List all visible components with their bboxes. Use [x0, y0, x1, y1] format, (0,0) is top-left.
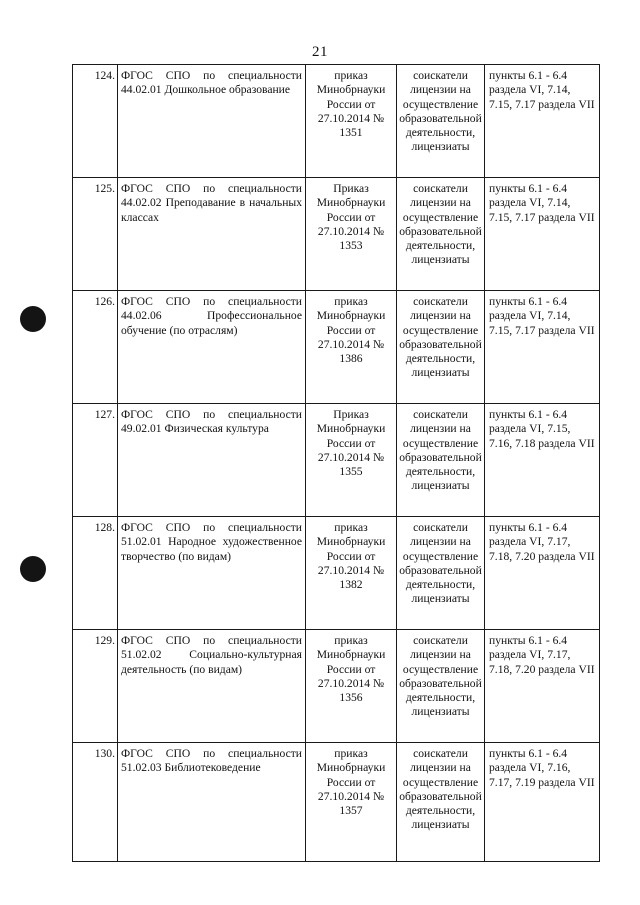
points-cell: пункты 6.1 - 6.4 раздела VI, 7.17, 7.18, 7.20 раздела VII — [485, 630, 600, 743]
table-row — [73, 291, 600, 404]
order-reference: приказ Минобрнауки России от 27.10.2014 № 1382 — [306, 517, 397, 630]
table-row — [73, 630, 600, 743]
table-row — [73, 65, 600, 178]
standard-title: ФГОС СПО по специальности 44.02.06 Профессиональное обучение (по отраслям) — [118, 291, 306, 404]
regulations-table — [72, 64, 600, 862]
points-cell: пункты 6.1 - 6.4 раздела VI, 7.17, 7.18, 7.20 раздела VII — [485, 517, 600, 630]
order-reference: приказ Минобрнауки России от 27.10.2014 № 1351 — [306, 65, 397, 178]
row-number: 130. — [73, 743, 118, 862]
points-cell: пункты 6.1 - 6.4 раздела VI, 7.15, 7.16, 7.18 раздела VII — [485, 404, 600, 517]
standard-title: ФГОС СПО по специальности 51.02.01 Народное художественное творчество (по видам) — [118, 517, 306, 630]
standard-title: ФГОС СПО по специальности 49.02.01 Физическая культура — [118, 404, 306, 517]
standard-title: ФГОС СПО по специальности 51.02.03 Библиотековедение — [118, 743, 306, 862]
standard-title: ФГОС СПО по специальности 44.02.02 Преподавание в начальных классах — [118, 178, 306, 291]
punch-hole-bottom — [20, 556, 46, 582]
points-cell: пункты 6.1 - 6.4 раздела VI, 7.16, 7.17, 7.19 раздела VII — [485, 743, 600, 862]
order-reference: приказ Минобрнауки России от 27.10.2014 № 1357 — [306, 743, 397, 862]
row-number: 127. — [73, 404, 118, 517]
page-number: 21 — [312, 44, 328, 60]
row-number: 124. — [73, 65, 118, 178]
subjects-cell: соискатели лицензии на осуществление образовательной деятельности, лицензиаты — [397, 65, 485, 178]
punch-hole-top — [20, 306, 46, 332]
subjects-cell: соискатели лицензии на осуществление образовательной деятельности, лицензиаты — [397, 630, 485, 743]
standard-title: ФГОС СПО по специальности 44.02.01 Дошкольное образование — [118, 65, 306, 178]
table-row — [73, 404, 600, 517]
row-number: 125. — [73, 178, 118, 291]
subjects-cell: соискатели лицензии на осуществление образовательной деятельности, лицензиаты — [397, 291, 485, 404]
subjects-cell: соискатели лицензии на осуществление образовательной деятельности, лицензиаты — [397, 178, 485, 291]
order-reference: Приказ Минобрнауки России от 27.10.2014 № 1355 — [306, 404, 397, 517]
order-reference: приказ Минобрнауки России от 27.10.2014 № 1356 — [306, 630, 397, 743]
subjects-cell: соискатели лицензии на осуществление образовательной деятельности, лицензиаты — [397, 404, 485, 517]
row-number: 129. — [73, 630, 118, 743]
standard-title: ФГОС СПО по специальности 51.02.02 Социально-культурная деятельность (по видам) — [118, 630, 306, 743]
points-cell: пункты 6.1 - 6.4 раздела VI, 7.14, 7.15, 7.17 раздела VII — [485, 178, 600, 291]
row-number: 128. — [73, 517, 118, 630]
table-row — [73, 178, 600, 291]
order-reference: приказ Минобрнауки России от 27.10.2014 № 1386 — [306, 291, 397, 404]
points-cell: пункты 6.1 - 6.4 раздела VI, 7.14, 7.15, 7.17 раздела VII — [485, 65, 600, 178]
subjects-cell: соискатели лицензии на осуществление образовательной деятельности, лицензиаты — [397, 743, 485, 862]
order-reference: Приказ Минобрнауки России от 27.10.2014 № 1353 — [306, 178, 397, 291]
table-row — [73, 517, 600, 630]
row-number: 126. — [73, 291, 118, 404]
points-cell: пункты 6.1 - 6.4 раздела VI, 7.14, 7.15, 7.17 раздела VII — [485, 291, 600, 404]
subjects-cell: соискатели лицензии на осуществление образовательной деятельности, лицензиаты — [397, 517, 485, 630]
table-row — [73, 743, 600, 862]
